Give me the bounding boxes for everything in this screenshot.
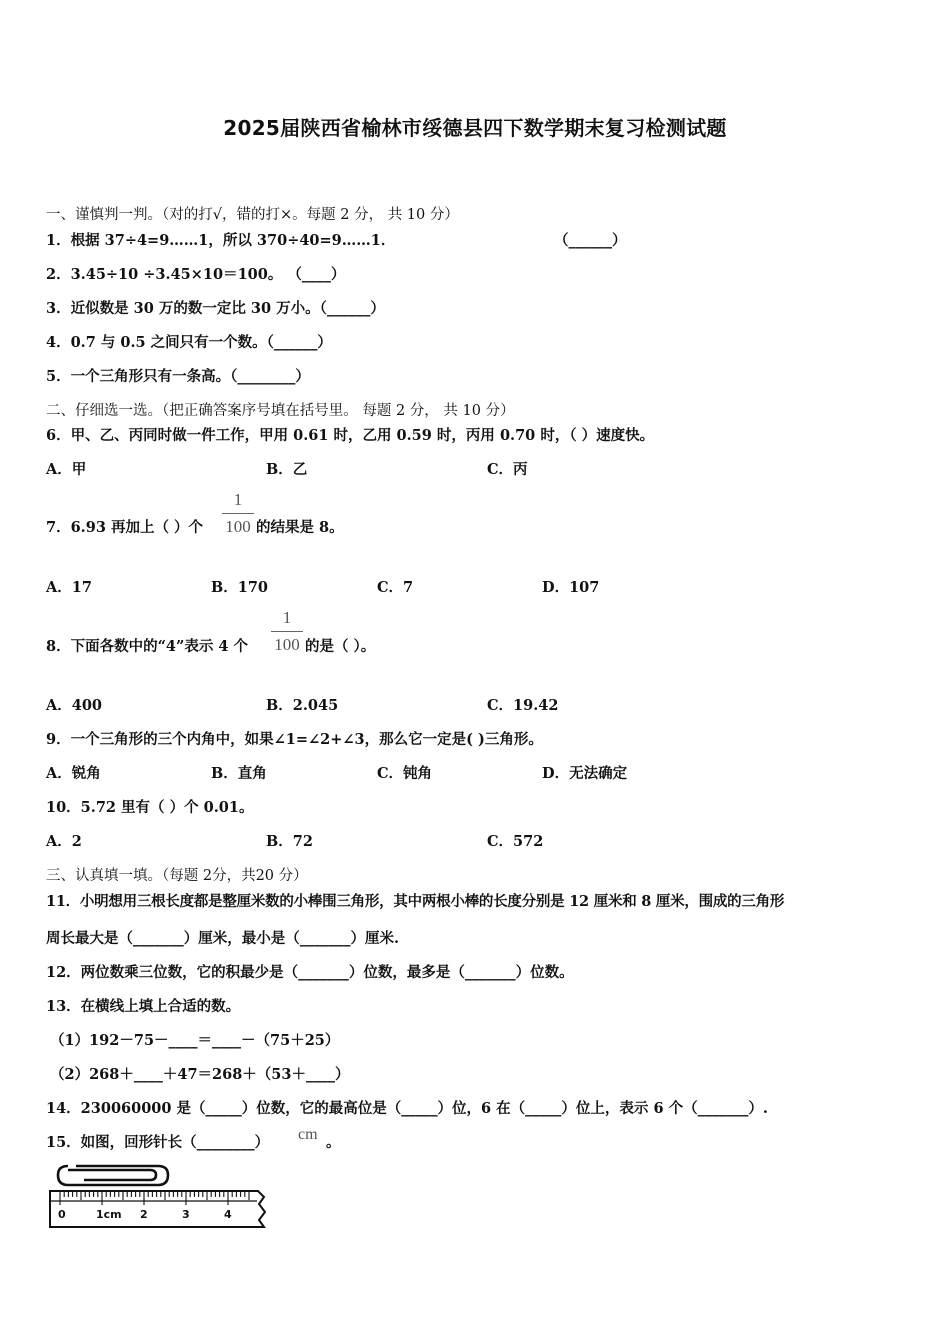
question-7-option-c[interactable]: C．7 [377, 579, 414, 596]
question-1: 1．根据 37÷4=9……1，所以 370÷40=9……1． [46, 232, 396, 249]
question-9-option-a[interactable]: A．锐角 [46, 765, 101, 782]
question-8-fraction [271, 607, 303, 655]
question-6-option-a[interactable]: A．甲 [46, 461, 87, 478]
ruler-label-3: 3 [182, 1208, 190, 1221]
question-9-option-b[interactable]: B．直角 [211, 765, 267, 782]
paperclip-icon [58, 1166, 168, 1185]
ruler-label-4: 4 [224, 1208, 232, 1221]
question-15-end: 。 [326, 1134, 341, 1151]
question-8-option-b[interactable]: B．2.045 [266, 697, 339, 714]
ruler-icon [50, 1191, 265, 1227]
question-10-option-c[interactable]: C．572 [487, 833, 544, 850]
question-9-option-c[interactable]: C．钝角 [377, 765, 433, 782]
question-13: 13．在横线上填上合适的数。 [46, 998, 241, 1015]
page-title: 2025届陕西省榆林市绥德县四下数学期末复习检测试题 [223, 116, 727, 140]
question-13-sub-1: （1）192－75－____＝____－（75＋25） [50, 1032, 340, 1049]
section-1-heading: 一、谨慎判一判。（对的打√，错的打×。每题 2 分， 共 10 分） [46, 207, 459, 223]
question-9-option-d[interactable]: D．无法确定 [542, 765, 628, 782]
question-6-option-b[interactable]: B．乙 [266, 461, 308, 478]
question-7-before: 7．6.93 再加上（ ）个 [46, 519, 204, 536]
question-7-option-b[interactable]: B．170 [211, 579, 269, 596]
question-10-option-a[interactable]: A．2 [46, 833, 82, 850]
ruler-label-0: 0 [58, 1208, 66, 1221]
question-3: 3．近似数是 30 万的数一定比 30 万小。（______） [46, 300, 385, 317]
question-7-fraction [222, 489, 254, 537]
fraction-bar [222, 513, 254, 514]
question-11-line-2: 周长最大是（_______）厘米，最小是（_______）厘米. [46, 930, 400, 947]
ruler-label-1cm: 1cm [96, 1208, 122, 1221]
question-8-option-a[interactable]: A．400 [46, 697, 103, 714]
question-13-sub-2: （2）268＋____＋47＝268＋（53＋____） [50, 1066, 350, 1083]
question-9: 9．一个三角形的三个内角中，如果∠1=∠2+∠3，那么它一定是( )三角形。 [46, 731, 543, 748]
question-8-before: 8．下面各数中的“4”表示 4 个 [46, 638, 249, 655]
fraction-numerator: 1 [282, 608, 292, 627]
fraction-denominator: 100 [274, 635, 300, 654]
question-7-option-d[interactable]: D．107 [542, 579, 600, 596]
question-7-after: 的结果是 8。 [256, 519, 344, 536]
ruler-label-2: 2 [140, 1208, 148, 1221]
section-3-heading: 三、认真填一填。（每题 2分，共20 分） [46, 868, 308, 884]
question-12: 12．两位数乘三位数，它的积最少是（_______）位数，最多是（_______）位数。 [46, 964, 574, 981]
question-1-answer-paren[interactable]: （______） [554, 232, 627, 249]
question-7-option-a[interactable]: A．17 [46, 579, 92, 596]
question-7-text [46, 516, 203, 537]
question-11-line-1: 11．小明想用三根长度都是整厘米数的小棒围三角形，其中两根小棒的长度分别是 12 厘米和 8 厘米，围成的三角形 [46, 893, 785, 910]
question-8-after: 的是（ ）。 [305, 638, 376, 655]
section-2-heading: 二、仔细选一选。（把正确答案序号填在括号里。 每题 2 分， 共 10 分） [46, 403, 515, 419]
paperclip-ruler-figure [46, 1160, 274, 1236]
fraction-numerator: 1 [233, 490, 243, 509]
question-15-unit: cm [298, 1126, 318, 1143]
question-10: 10．5.72 里有（ ）个 0.01。 [46, 799, 254, 816]
question-15: 15．如图，回形针长（________） [46, 1134, 270, 1151]
question-6: 6．甲、乙、丙同时做一件工作，甲用 0.61 时，乙用 0.59 时，丙用 0.70 时，（ ）速度快。 [46, 427, 655, 444]
fraction-bar [271, 631, 303, 632]
question-5: 5．一个三角形只有一条高。（________） [46, 368, 310, 385]
question-4: 4．0.7 与 0.5 之间只有一个数。（______） [46, 334, 332, 351]
fraction-denominator: 100 [225, 517, 251, 536]
question-8-option-c[interactable]: C．19.42 [487, 697, 559, 714]
question-2: 2．3.45÷10 ÷3.45×10＝100。 （____） [46, 266, 346, 283]
question-6-option-c[interactable]: C．丙 [487, 461, 528, 478]
question-8-text [46, 635, 248, 656]
question-10-option-b[interactable]: B．72 [266, 833, 313, 850]
question-14: 14．230060000 是（_____）位数，它的最高位是（_____）位，6 在（_____）位上，表示 6 个（_______）. [46, 1100, 768, 1117]
